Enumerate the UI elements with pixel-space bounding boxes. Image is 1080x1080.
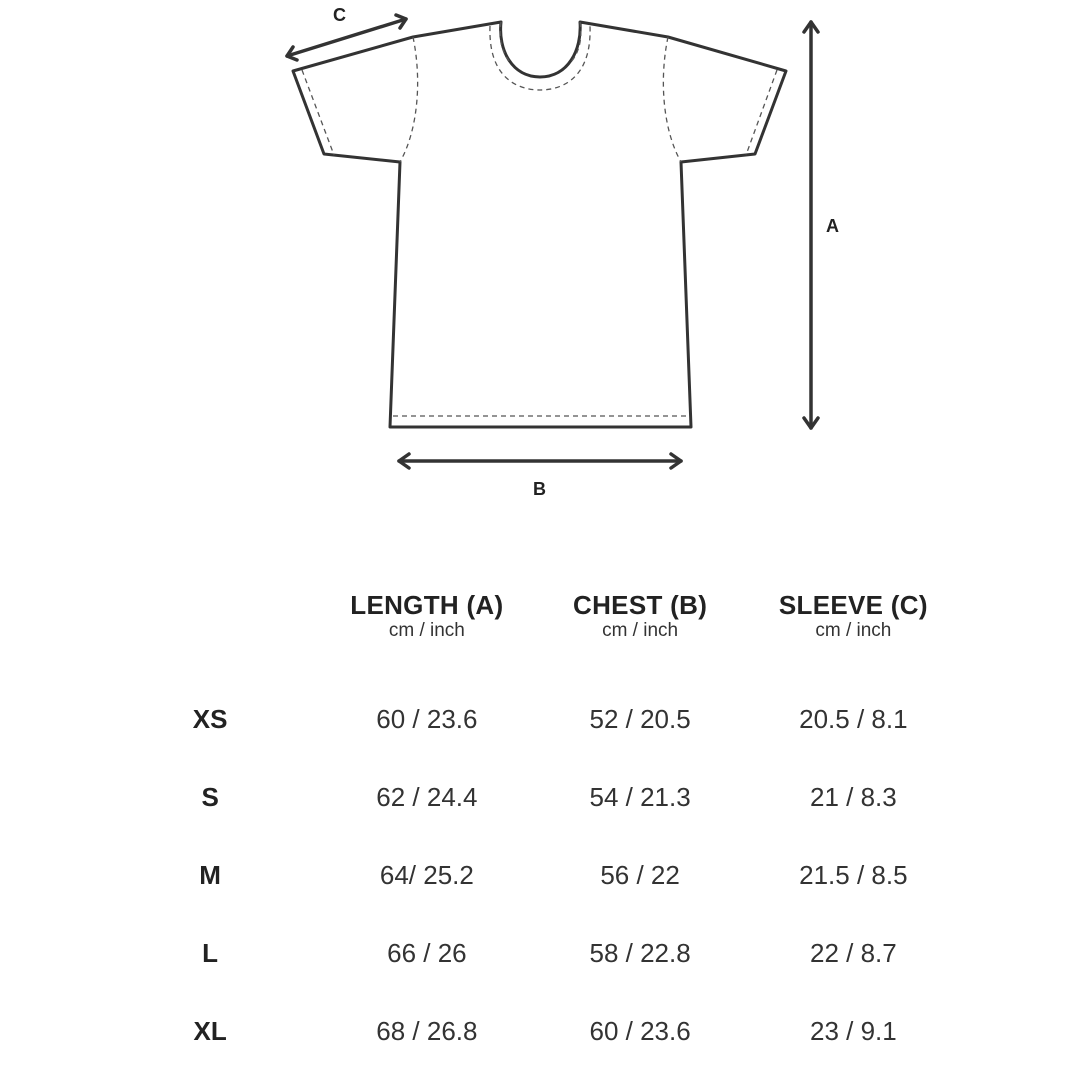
length-value: 64/ 25.2 xyxy=(379,859,474,890)
tshirt-outline xyxy=(293,22,786,427)
table-row xyxy=(100,836,960,914)
table-row xyxy=(100,992,960,1070)
chest-value: 56 / 22 xyxy=(600,859,680,890)
table-header-row xyxy=(100,590,960,680)
size-label: L xyxy=(202,937,219,968)
length-value: 62 / 24.4 xyxy=(376,781,478,812)
size-label: XS xyxy=(192,703,228,734)
size-header-cell xyxy=(100,590,320,680)
dimension-label-b: B xyxy=(533,479,546,499)
column-title: SLEEVE (C) xyxy=(778,590,928,620)
dimension-label-c: C xyxy=(333,5,346,25)
column-header-length xyxy=(320,590,533,680)
table-row xyxy=(100,680,960,758)
chest-value: 52 / 20.5 xyxy=(589,703,691,734)
size-chart-table xyxy=(100,590,960,1070)
length-value: 60 / 23.6 xyxy=(376,703,478,734)
size-label: M xyxy=(199,859,221,890)
sleeve-value: 21.5 / 8.5 xyxy=(799,859,908,890)
dimension-label-a: A xyxy=(826,216,839,236)
table-row xyxy=(100,914,960,992)
dimension-arrow-a xyxy=(804,22,818,428)
chest-value: 60 / 23.6 xyxy=(589,1015,691,1046)
tshirt-diagram xyxy=(0,0,1080,520)
dimension-arrow-b xyxy=(399,454,681,468)
length-value: 68 / 26.8 xyxy=(376,1015,478,1046)
sleeve-value: 20.5 / 8.1 xyxy=(799,703,908,734)
column-header-sleeve xyxy=(747,590,960,680)
sleeve-value: 23 / 9.1 xyxy=(809,1015,897,1046)
column-unit: cm / inch xyxy=(388,620,465,641)
column-title: LENGTH (A) xyxy=(350,590,504,620)
size-label: S xyxy=(201,781,219,812)
column-unit: cm / inch xyxy=(815,620,892,641)
sleeve-value: 21 / 8.3 xyxy=(809,781,897,812)
column-unit: cm / inch xyxy=(602,620,679,641)
sleeve-value: 22 / 8.7 xyxy=(809,937,897,968)
column-title: CHEST (B) xyxy=(573,590,708,620)
size-label: XL xyxy=(193,1015,227,1046)
column-header-chest xyxy=(533,590,746,680)
chest-value: 54 / 21.3 xyxy=(589,781,691,812)
length-value: 66 / 26 xyxy=(387,937,467,968)
chest-value: 58 / 22.8 xyxy=(589,937,691,968)
table-row xyxy=(100,758,960,836)
